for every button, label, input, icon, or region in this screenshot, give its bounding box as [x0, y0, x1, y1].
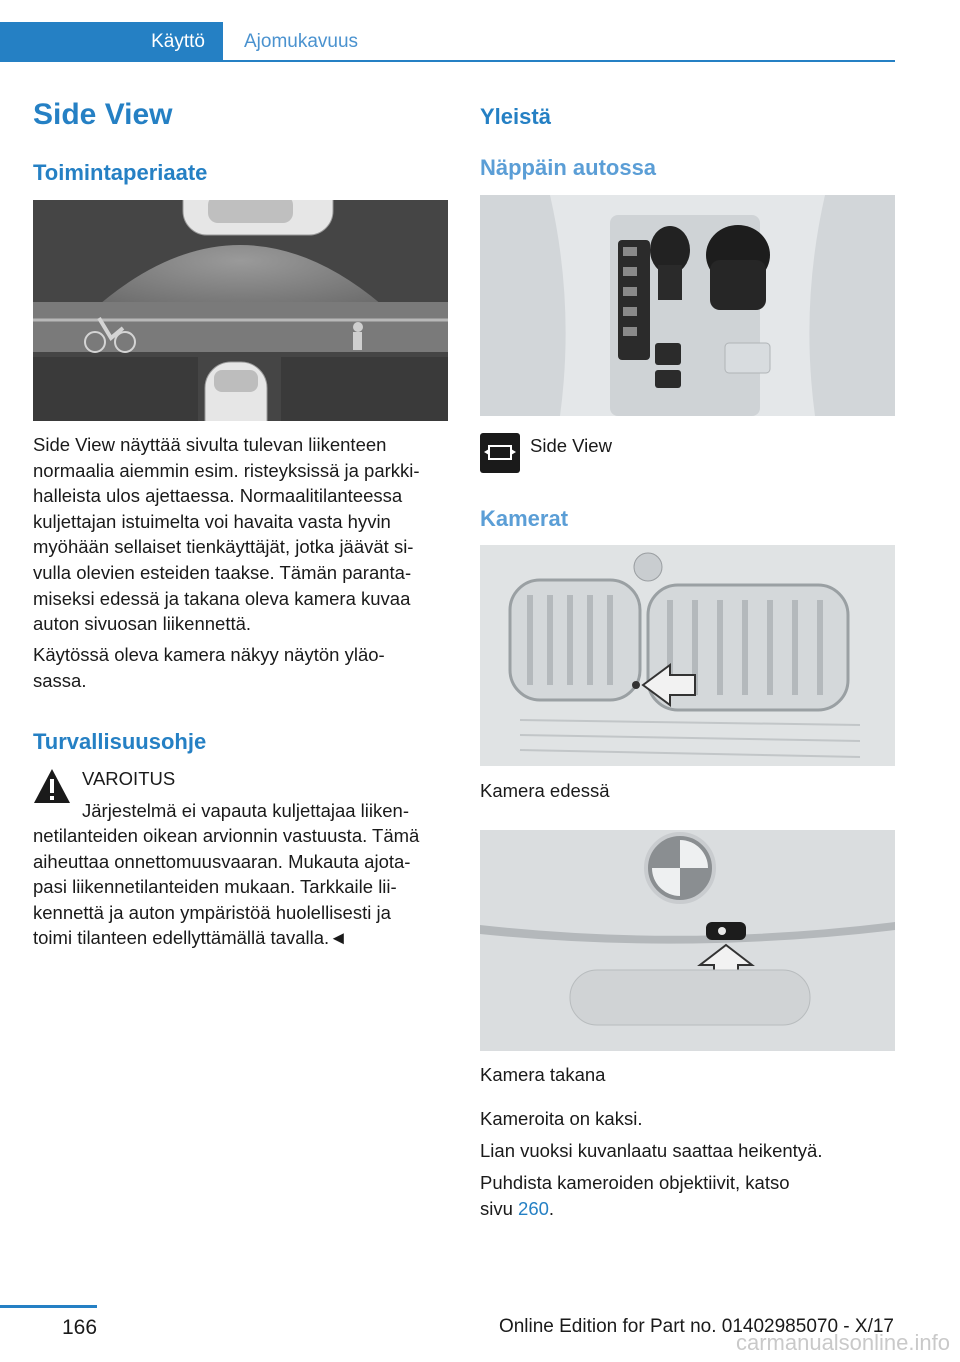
line: pasi liikennetilanteiden mukaan. Tarkkaile lii‐: [33, 876, 397, 898]
caption-rear-camera: Kamera takana: [480, 1064, 606, 1085]
clean-lenses-text: [480, 1170, 790, 1221]
header-tab-ajomukavuus[interactable]: Ajomukavuus: [244, 31, 359, 52]
footer-rule: [0, 1305, 97, 1308]
rear-camera-photo: [480, 830, 895, 1051]
header-rule: [223, 60, 895, 62]
line: Puhdista kameroiden objektiivit, katso: [480, 1172, 790, 1193]
warning-label: VAROITUS: [82, 768, 176, 789]
side-view-illustration: [33, 200, 448, 421]
page-link-260[interactable]: 260: [518, 1197, 549, 1219]
line: toimi tilanteen edellyttämällä tavalla.◄: [33, 927, 348, 949]
image-quality-text: Lian vuoksi kuvanlaatu saattaa heikentyä.: [480, 1140, 823, 1161]
line: sassa.: [33, 669, 87, 691]
front-camera-photo: [480, 545, 895, 766]
line-suffix: .: [548, 1197, 555, 1219]
cameras-count-text: Kameroita on kaksi.: [480, 1108, 643, 1129]
line: Side View näyttää sivulta tulevan liikenteen: [33, 434, 387, 455]
line: vulla olevien esteiden taakse. Tämän paranta‐: [33, 561, 412, 583]
side-view-button-icon: [480, 433, 520, 473]
warning-triangle-icon: [33, 768, 71, 806]
warning-first-line: Järjestelmä ei vapauta kuljettajaa liiken‐: [82, 800, 410, 821]
section-heading-kamerat: Kamerat: [480, 506, 569, 531]
line: kennettä ja auton ympäristöä huolellisesti ja: [33, 901, 391, 923]
warning-text: [33, 823, 419, 951]
camera-display-paragraph: [33, 642, 385, 693]
watermark: carmanualsonline.info: [735, 1330, 950, 1355]
page-number: 166: [62, 1316, 98, 1339]
line: kuljettajan istuimelta voi havaita vasta hyvin: [33, 510, 391, 532]
center-console-photo: [480, 195, 895, 416]
page-title: Side View: [33, 98, 173, 131]
edition-text: Online Edition for Part no. 01402985070 - X/17: [498, 1316, 894, 1337]
line: halleista ulos ajettaessa. Normaalitilanteessa: [33, 485, 403, 507]
section-heading-toimintaperiaate: Toimintaperiaate: [33, 160, 208, 185]
section-heading-yleista: Yleistä: [480, 104, 551, 129]
header-tab-kaytto[interactable]: Käyttö: [0, 22, 223, 62]
section-heading-turvallisuusohje: Turvallisuusohje: [33, 729, 207, 754]
line: Käytössä oleva kamera näkyy näytön yläo‐: [33, 644, 385, 665]
line: myöhään sellaiset tienkäyttäjät, jotka jäävät si‐: [33, 536, 414, 558]
caption-front-camera: Kamera edessä: [480, 780, 610, 801]
line: normaalia aiemmin esim. risteyksissä ja parkki‐: [33, 459, 420, 481]
side-view-button-label: Side View: [530, 435, 612, 456]
line: aiheuttaa onnettomuusvaaran. Mukauta ajota‐: [33, 850, 411, 872]
line: miseksi edessä ja takana oleva kamera kuvaa: [33, 587, 411, 609]
line: netilanteiden oikean arvionnin vastuusta. Tämä: [33, 825, 420, 846]
section-heading-nappain-autossa: Näppäin autossa: [480, 155, 657, 180]
intro-paragraph: [33, 432, 420, 637]
line: auton sivuosan liikennettä.: [33, 613, 252, 635]
line-prefix: sivu: [480, 1197, 519, 1219]
